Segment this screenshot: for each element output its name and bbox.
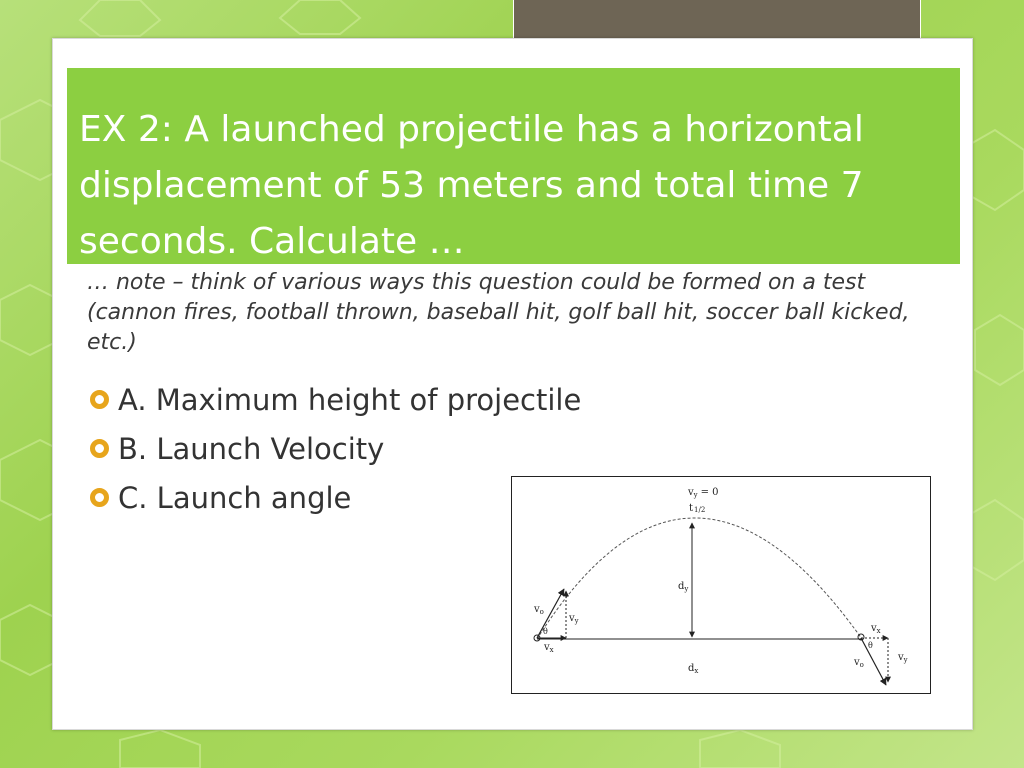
vo-right-label: $v_o$	[854, 657, 864, 669]
bullet-ring-icon	[90, 390, 109, 409]
bullet-text: B. Launch Velocity	[118, 432, 385, 466]
title-band	[67, 68, 960, 264]
dx-label: $d_x$	[688, 663, 699, 675]
projectile-diagram-svg	[512, 477, 932, 695]
vy-top-label: $v_y = 0$	[688, 487, 719, 499]
vo-left-label: $v_o$	[534, 604, 544, 616]
bullet-item	[90, 425, 581, 474]
vx-right-label: $v_x$	[871, 623, 881, 635]
bullet-ring-icon	[90, 439, 109, 458]
bullet-text: C. Launch angle	[118, 481, 352, 515]
dy-label: $d_y$	[678, 581, 689, 593]
slide-note: … note – think of various ways this question could be formed on a test (cannon fires, football thrown, baseball hit, golf ball hit, soccer ball kicked, etc.)	[87, 270, 910, 355]
bullet-ring-icon	[90, 488, 109, 507]
slide-title: EX 2: A launched projectile has a horizontal displacement of 53 meters and total time 7 seconds. Calculate …	[79, 109, 864, 262]
bullet-item	[90, 376, 581, 425]
vx-left-label: $v_x$	[544, 642, 554, 654]
vy-right-label: $v_y$	[898, 652, 908, 664]
vy-left-label: $v_y$	[569, 613, 579, 625]
bullet-item	[90, 474, 581, 523]
bullet-text: A. Maximum height of projectile	[118, 383, 582, 417]
trajectory-curve	[537, 518, 862, 639]
theta-left-label: θ	[543, 627, 548, 636]
theta-right-label: θ	[868, 641, 873, 650]
t-half-label: t1/2	[689, 503, 706, 514]
vo-right-vector	[861, 638, 886, 685]
projectile-diagram	[511, 476, 931, 694]
bullet-list	[90, 376, 581, 523]
